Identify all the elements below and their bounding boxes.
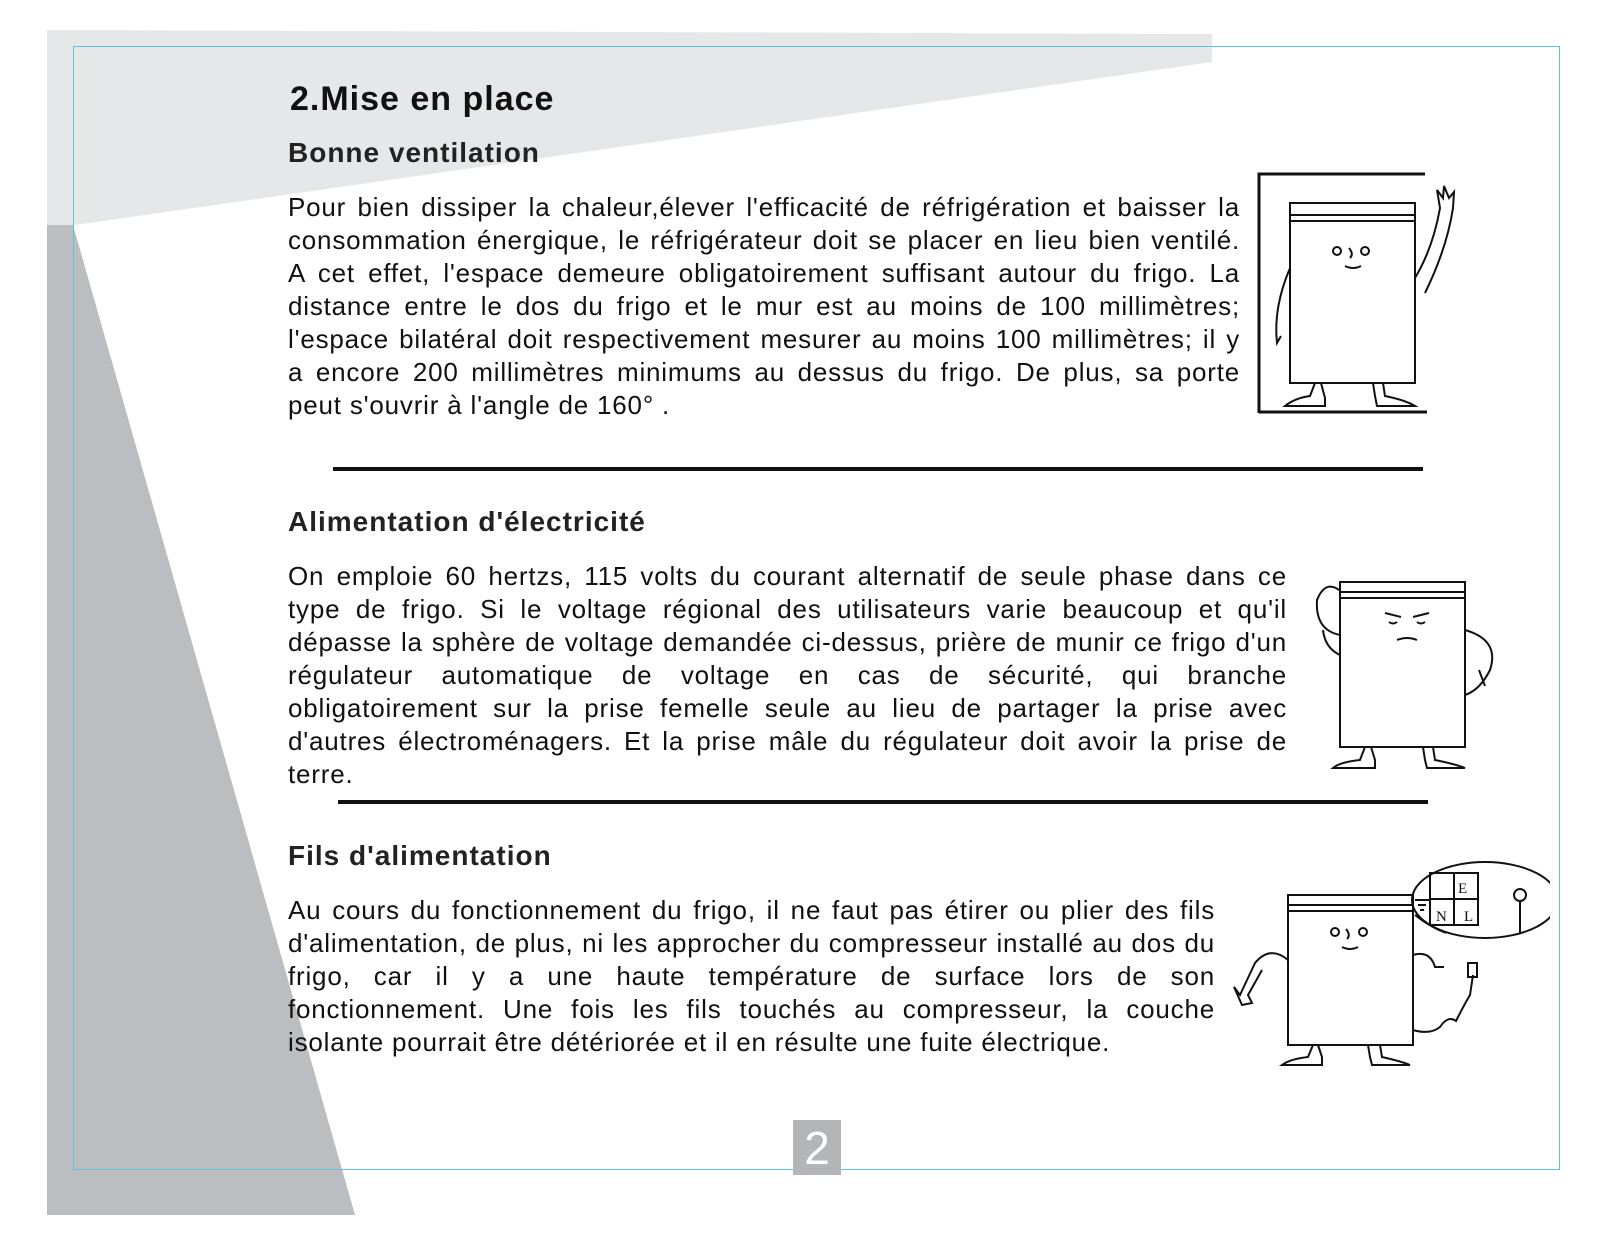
heading-power-cords: Fils d'alimentation xyxy=(288,840,552,871)
section-divider-2 xyxy=(338,800,1428,804)
heading-electricity: Alimentation d'électricité xyxy=(288,506,646,537)
page-number: 2 xyxy=(793,1120,841,1175)
live-label: L xyxy=(1464,909,1474,925)
paragraph-power-cords: Au cours du fonctionnement du frigo, il ne faut pas étirer ou plier des fils d'alimentation, de plus, ni les approcher du compresseur installé au dos du frigo, car il y a une haute température de surface lors de son fonctionnement. Une fois les fils touchés au compresseur, la couche isolante pourrait être détériorée et il en résulte une fuite électrique. xyxy=(288,895,1215,1057)
neutral-label: N xyxy=(1436,909,1447,925)
fridge-ventilation-illustration xyxy=(1255,168,1475,418)
section-divider-1 xyxy=(333,467,1423,471)
section-title: 2.Mise en place xyxy=(290,80,555,118)
paragraph-electricity: On emploie 60 hertzs, 115 volts du courant alternatif de seule phase dans ce type de frigo. Si le voltage régional des utilisateurs varie beaucoup et qu'il dépasse la sphère de voltage demandée ci-dessus, prière de munir ce frigo d'un régulateur automatique de voltage en cas de sécurité, qui branche obligatoirement sur la prise femelle seule au lieu de partager la prise avec d'autres électroménagers. Et la prise mâle du régulateur doit avoir la prise de terre. xyxy=(288,561,1287,789)
heading-ventilation: Bonne ventilation xyxy=(288,137,540,168)
paragraph-ventilation: Pour bien dissiper la chaleur,élever l'efficacité de réfrigération et baisser la consommation énergique, le réfrigérateur doit se placer en lieu bien ventilé. A cet effet, l'espace demeure obligatoirement suffisant autour du frigo. La distance entre le dos du frigo et le mur est au moins de 100 millimètres; l'espace bilatéral doit respectivement mesurer au moins 100 millimètres; il y a encore 200 millimètres minimums au dessus du frigo. De plus, sa porte peut s'ouvrir à l'angle de 160° . xyxy=(288,192,1240,420)
earth-label: E xyxy=(1458,881,1468,897)
fridge-power-cord-illustration xyxy=(1230,855,1550,1070)
fridge-electricity-illustration xyxy=(1305,570,1505,770)
